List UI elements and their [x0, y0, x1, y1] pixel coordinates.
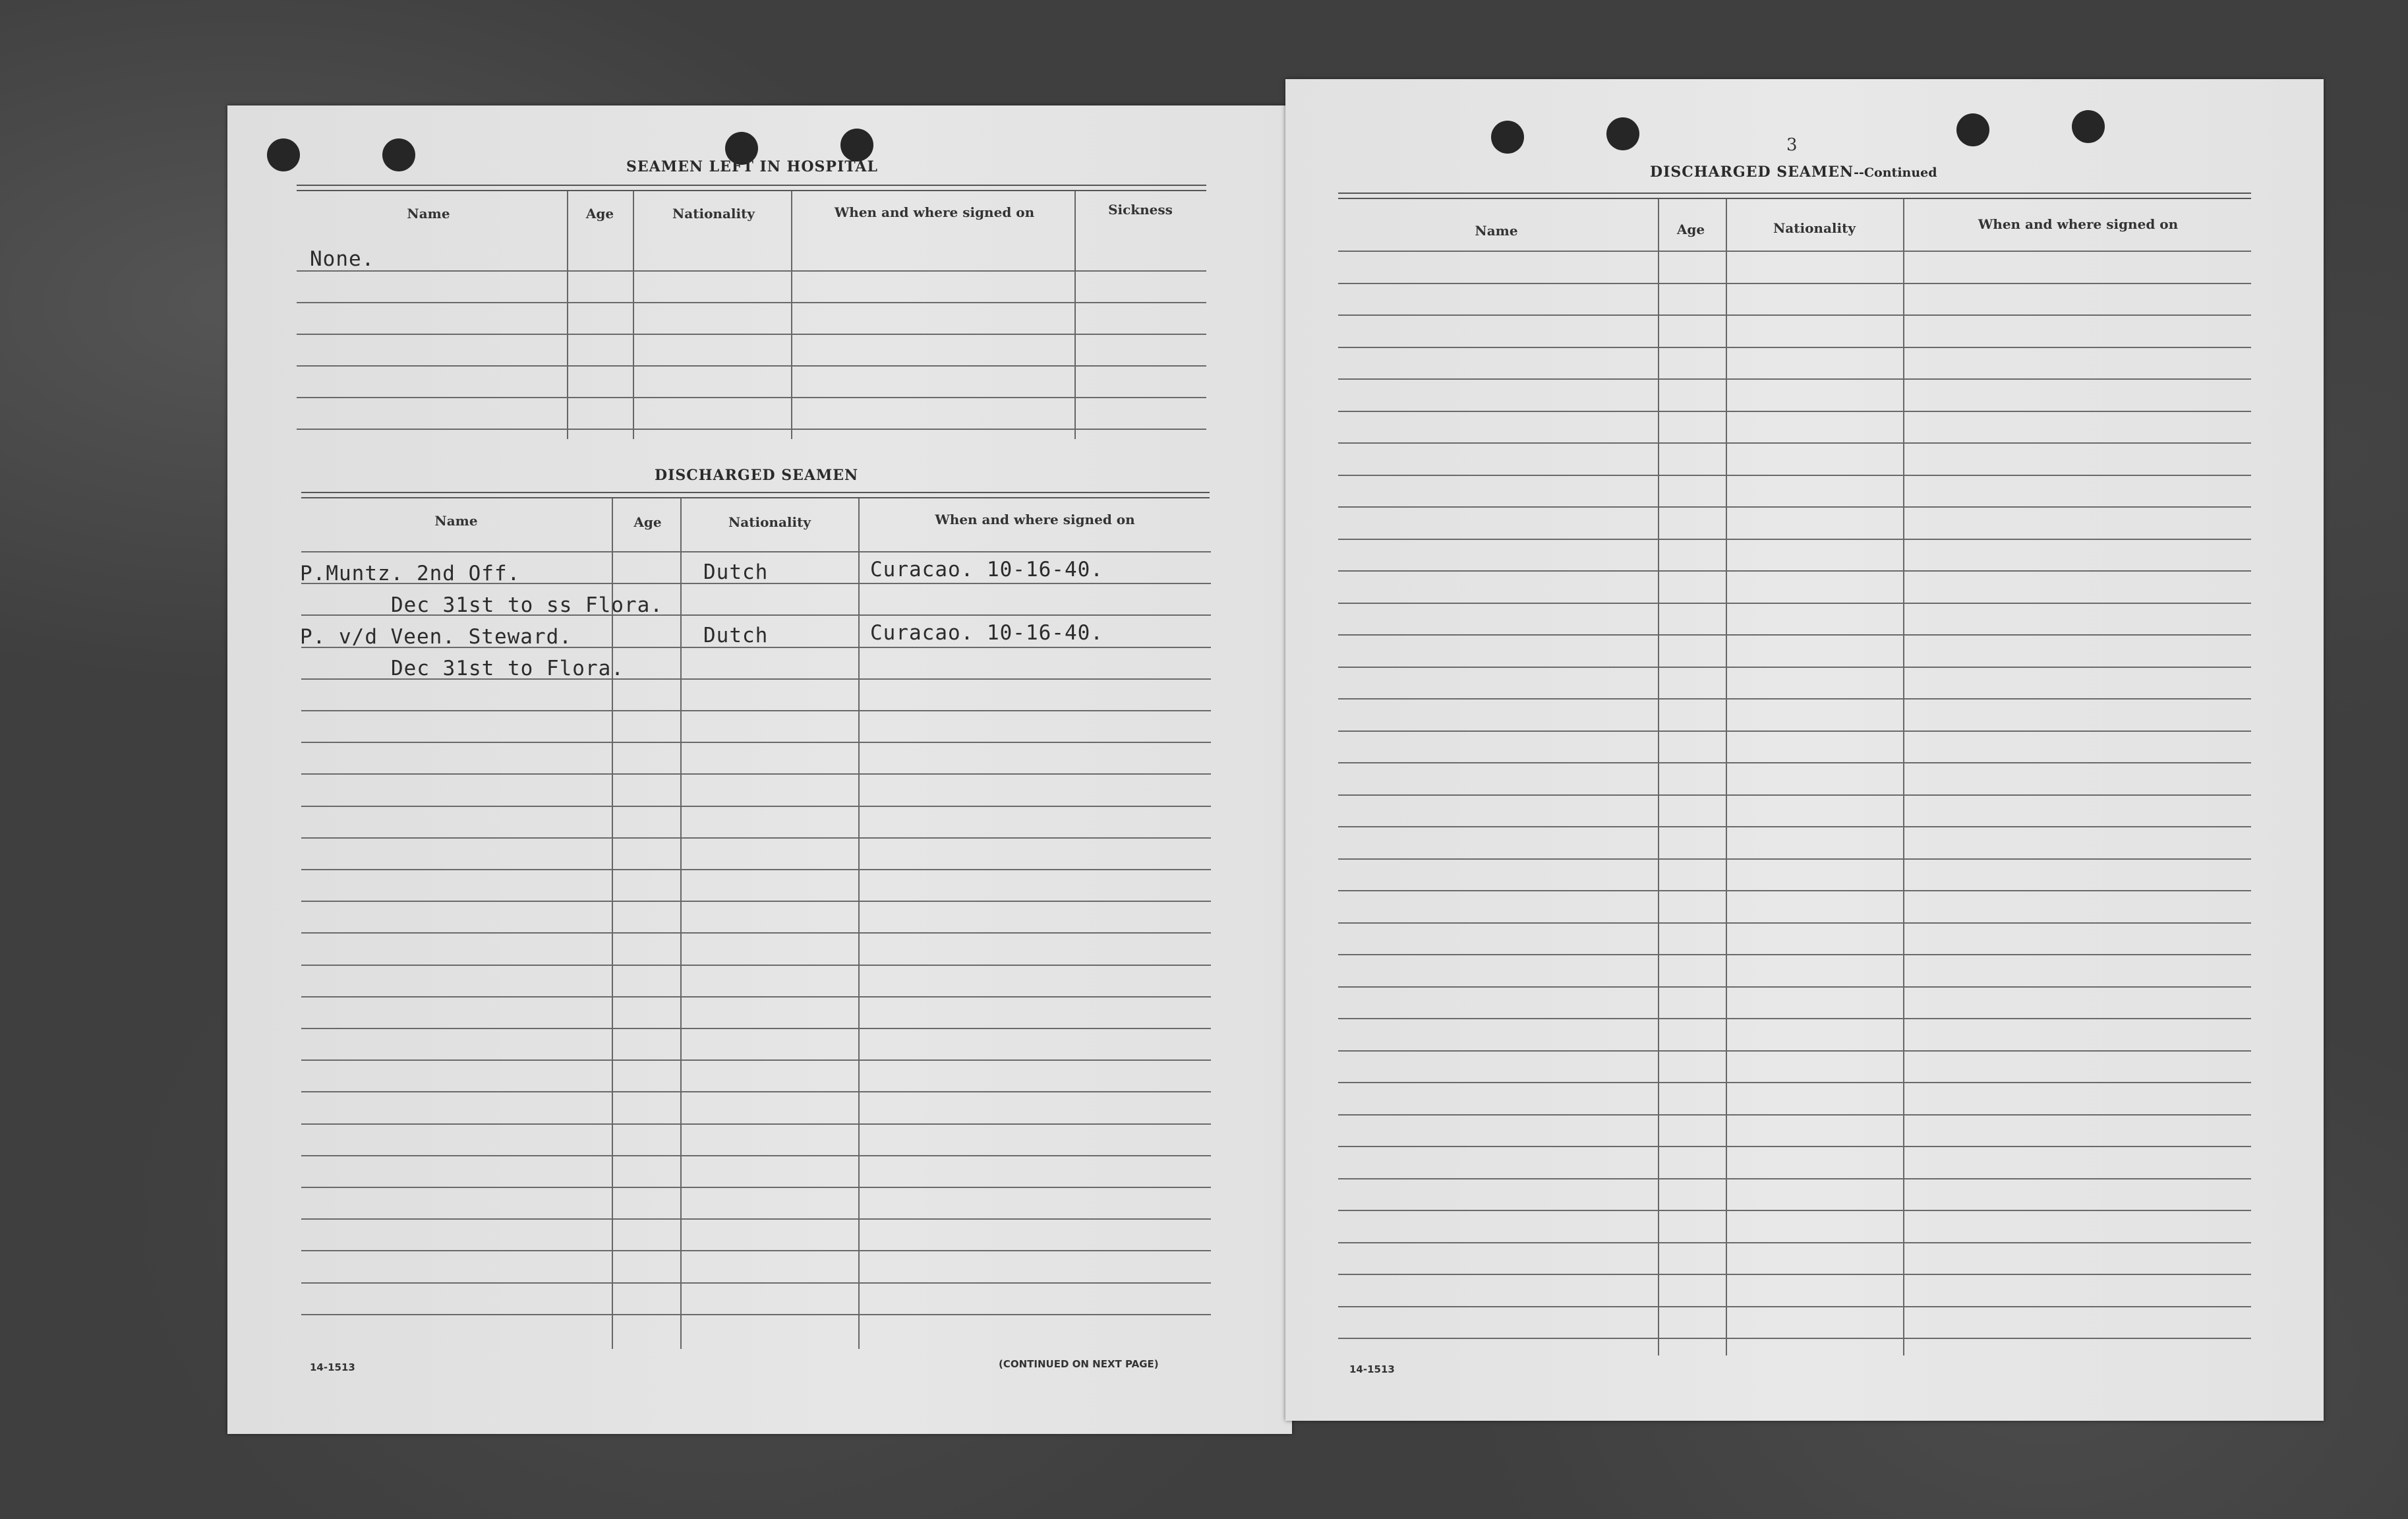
- ruled-line: [301, 996, 1211, 998]
- ruled-line: [1338, 1178, 2251, 1179]
- column-divider: [1074, 191, 1076, 439]
- ruled-line: [1338, 634, 2251, 636]
- continued-note: (CONTINUED ON NEXT PAGE): [999, 1358, 1159, 1370]
- ruled-line: [301, 1123, 1211, 1125]
- ruled-line: [297, 302, 1206, 303]
- discharged-row-2-name: P. v/d Veen. Steward.: [300, 625, 572, 649]
- column-divider: [791, 191, 792, 439]
- column-divider: [1658, 199, 1659, 1355]
- ruled-line: [1338, 698, 2251, 700]
- punch-hole: [2072, 110, 2105, 143]
- ruled-line: [301, 1155, 1211, 1156]
- hospital-col-nationality: Nationality: [672, 206, 755, 222]
- discharged-col-nationality: Nationality: [728, 514, 811, 530]
- punch-hole: [1491, 121, 1524, 154]
- ruled-line: [301, 1028, 1211, 1029]
- ruled-line: [1338, 1274, 2251, 1275]
- punch-hole: [382, 138, 415, 171]
- hospital-section-title: SEAMEN LEFT IN HOSPITAL: [626, 158, 878, 175]
- column-divider: [1903, 199, 1904, 1355]
- hospital-col-age: Age: [585, 206, 614, 222]
- left-page: [227, 105, 1292, 1434]
- ruled-line: [1338, 1050, 2251, 1052]
- discharged-col-signed-on: When and where signed on: [935, 512, 1135, 527]
- right-form-number: 14-1513: [1349, 1363, 1395, 1375]
- page-number: 3: [1786, 135, 1798, 155]
- column-divider: [858, 498, 860, 1349]
- discharged-top-rule: [301, 492, 1210, 493]
- right-page: [1285, 79, 2324, 1421]
- ruled-line: [1338, 762, 2251, 763]
- column-divider: [633, 191, 634, 439]
- ruled-line: [1338, 570, 2251, 572]
- ruled-line: [1338, 1210, 2251, 1211]
- hospital-entry-none: None.: [310, 247, 375, 271]
- ruled-line: [301, 1091, 1211, 1092]
- right-top-rule-2: [1338, 198, 2251, 199]
- ruled-line: [297, 334, 1206, 335]
- ruled-line: [301, 837, 1211, 839]
- ruled-line: [1338, 667, 2251, 668]
- ruled-line: [1338, 890, 2251, 891]
- ruled-line: [1338, 1114, 2251, 1116]
- discharged-continued-suffix: --Continued: [1854, 165, 1937, 180]
- discharged-col-name: Name: [434, 513, 478, 529]
- ruled-line: [297, 429, 1206, 430]
- right-col-signed-on: When and where signed on: [1978, 216, 2179, 232]
- ruled-line: [1338, 411, 2251, 412]
- hospital-col-sickness: Sickness: [1108, 202, 1173, 218]
- column-divider: [680, 498, 682, 1349]
- ruled-line: [1338, 1306, 2251, 1307]
- right-col-age: Age: [1676, 222, 1705, 237]
- discharged-row-1-nationality: Dutch: [703, 560, 769, 584]
- ruled-line: [301, 1218, 1211, 1220]
- ruled-line: [297, 365, 1206, 367]
- hospital-top-rule: [297, 185, 1206, 186]
- ruled-line: [301, 773, 1211, 775]
- ruled-line: [1338, 1018, 2251, 1019]
- column-divider: [612, 498, 613, 1349]
- ruled-line: [1338, 1146, 2251, 1147]
- ruled-line: [301, 806, 1211, 807]
- discharged-row-2-nationality: Dutch: [703, 624, 769, 647]
- discharged-section-title: DISCHARGED SEAMEN: [655, 467, 859, 484]
- ruled-line: [1338, 1242, 2251, 1243]
- punch-hole: [267, 138, 300, 171]
- ruled-line: [297, 270, 1206, 272]
- hospital-col-signed-on: When and where signed on: [834, 204, 1035, 220]
- ruled-line: [1338, 603, 2251, 604]
- ruled-line: [1338, 826, 2251, 827]
- ruled-line: [301, 932, 1211, 934]
- ruled-line: [1338, 794, 2251, 796]
- ruled-line: [1338, 283, 2251, 284]
- ruled-line: [301, 1314, 1211, 1315]
- ruled-line: [301, 965, 1211, 966]
- ruled-line: [1338, 1082, 2251, 1083]
- ruled-line: [301, 1187, 1211, 1188]
- ruled-line: [1338, 314, 2251, 316]
- ruled-line: [1338, 442, 2251, 444]
- ruled-line: [1338, 858, 2251, 860]
- discharged-continued-title-main: DISCHARGED SEAMEN: [1650, 164, 1854, 181]
- ruled-line: [1338, 347, 2251, 348]
- ruled-line: [1338, 378, 2251, 380]
- discharged-row-1-note: Dec 31st to ss Flora.: [391, 593, 663, 617]
- ruled-line: [1338, 954, 2251, 955]
- ruled-line: [1338, 922, 2251, 924]
- ruled-line: [301, 869, 1211, 870]
- column-divider: [1726, 199, 1727, 1355]
- ruled-line: [301, 1282, 1211, 1284]
- punch-hole: [1956, 113, 1989, 146]
- punch-hole: [1606, 117, 1639, 150]
- ruled-line: [1338, 539, 2251, 540]
- discharged-row-1-name: P.Muntz. 2nd Off.: [300, 562, 521, 585]
- ruled-line: [1338, 1338, 2251, 1339]
- ruled-line: [1338, 506, 2251, 508]
- discharged-row-2-signed-on: Curacao. 10-16-40.: [870, 621, 1103, 645]
- discharged-continued-title: [1650, 164, 1937, 181]
- punch-hole: [840, 129, 873, 162]
- ruled-line: [301, 1250, 1211, 1251]
- hospital-top-rule-2: [297, 190, 1206, 191]
- right-col-nationality: Nationality: [1773, 220, 1856, 236]
- ruled-line: [301, 901, 1211, 902]
- discharged-row-1-signed-on: Curacao. 10-16-40.: [870, 558, 1103, 581]
- hospital-col-name: Name: [407, 206, 450, 222]
- ruled-line: [1338, 730, 2251, 732]
- ruled-line: [301, 742, 1211, 743]
- column-divider: [567, 191, 568, 439]
- discharged-col-age: Age: [633, 514, 662, 530]
- form-number: 14-1513: [310, 1361, 355, 1373]
- ruled-line: [301, 710, 1211, 711]
- right-top-rule: [1338, 193, 2251, 194]
- ruled-line: [1338, 986, 2251, 988]
- ruled-line: [1338, 251, 2251, 252]
- discharged-row-2-note: Dec 31st to Flora.: [391, 657, 624, 680]
- ruled-line: [1338, 475, 2251, 476]
- discharged-top-rule-2: [301, 497, 1210, 498]
- ruled-line: [301, 1059, 1211, 1061]
- ruled-line: [297, 397, 1206, 398]
- right-col-name: Name: [1475, 223, 1518, 239]
- ruled-line: [301, 551, 1211, 552]
